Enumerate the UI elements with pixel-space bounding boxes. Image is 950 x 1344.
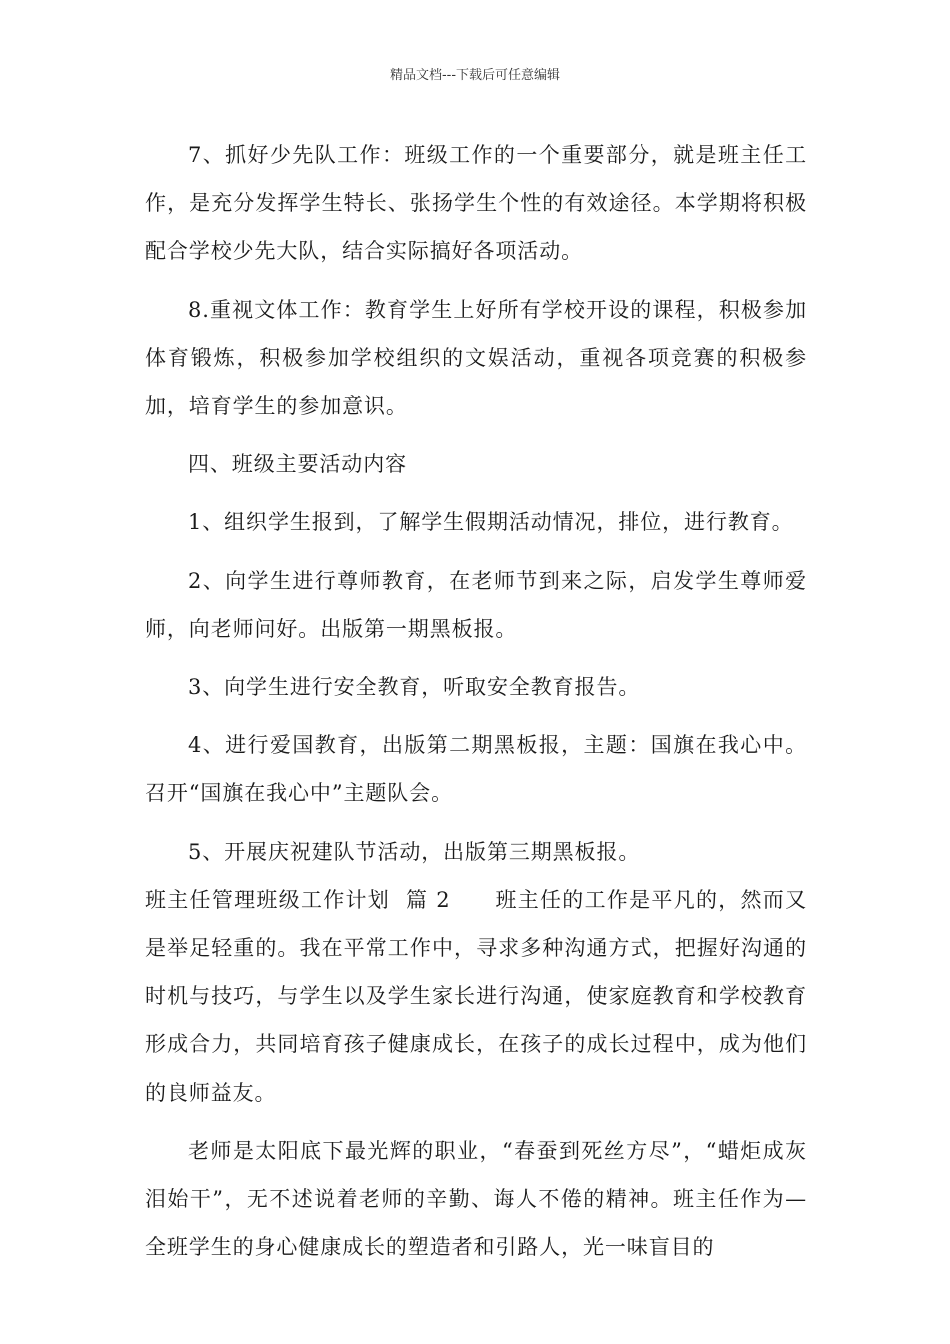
activity-item-3: 3、向学生进行安全教育，听取安全教育报告。 — [188, 675, 641, 700]
paragraph-item-7: 7、抓好少先队工作：班级工作的一个重要部分，就是班主任工作，是充分发挥学生特长、张扬学生个性的有效途径。本学期将积极配合学校少先大队，结合实际搞好各项活动。 — [145, 143, 807, 264]
activity-item-4: 4、进行爱国教育，出版第二期黑板报，主题：国旗在我心中。召开“国旗在我心中”主题队会。 — [145, 733, 807, 806]
section-heading-activities: 四、班级主要活动内容 — [188, 452, 407, 477]
page-header: 精品文档---下载后可任意编辑 — [389, 68, 561, 83]
paragraph-item-8: 8.重视文体工作：教育学生上好所有学校开设的课程，积极参加体育锻炼，积极参加学校组织的文娱活动，重视各项竞赛的积极参加，培育学生的参加意识。 — [145, 297, 807, 419]
section2-text: 班主任的工作是平凡的，然而又是举足轻重的。我在平常工作中，寻求多种沟通方式，把握好沟通的时机与技巧，与学生以及学生家长进行沟通，使家庭教育和学校教育形成合力，共同培育孩子健康成长，在孩子的成长过程中，成为他们的良师益友。 — [145, 887, 807, 1105]
teacher-paragraph: 老师是太阳底下最光辉的职业，“春蚕到死丝方尽”，“蜡炬成灰泪始干”，无不述说着老师的辛勤、诲人不倦的精神。班主任作为—全班学生的身心健康成长的塑造者和引路人，光一味盲目的 — [145, 1138, 807, 1260]
section2-spacer — [451, 888, 496, 912]
section2-paragraph — [145, 876, 807, 1117]
section2-title: 班主任管理班级工作计划 篇 2 — [145, 887, 451, 912]
activity-item-1: 1、组织学生报到，了解学生假期活动情况，排位，进行教育。 — [188, 510, 794, 535]
document-body — [145, 131, 807, 1271]
activity-item-2: 2、向学生进行尊师教育，在老师节到来之际，启发学生尊师爱师，向老师问好。出版第一期黑板报。 — [145, 568, 807, 641]
activity-item-5: 5、开展庆祝建队节活动，出版第三期黑板报。 — [188, 839, 641, 864]
